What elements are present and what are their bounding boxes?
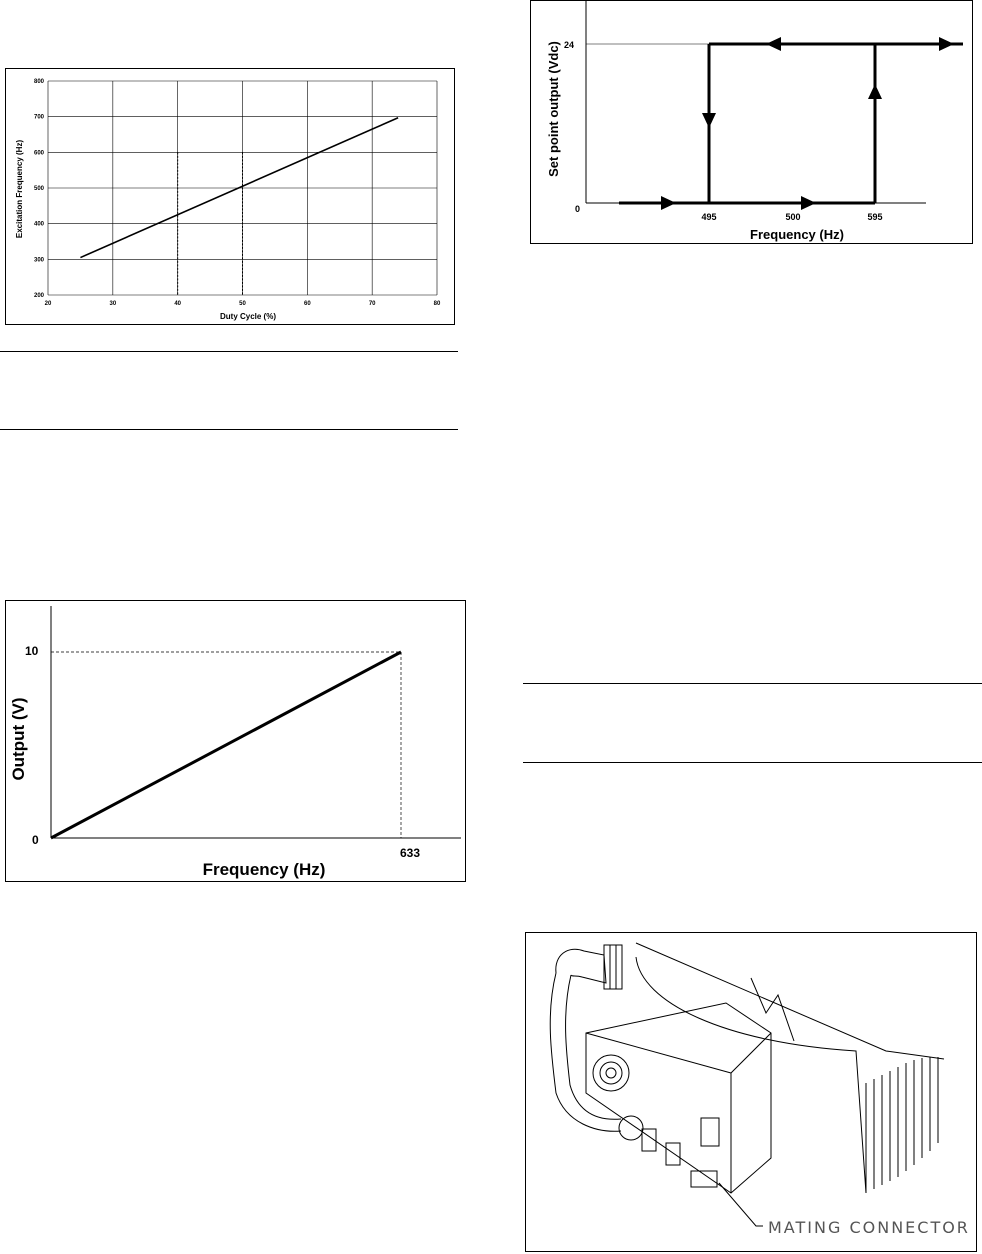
analog-output-chart — [6, 601, 465, 881]
y-axis-label: Set point output (Vdc) — [546, 41, 561, 177]
arrow-right-icon — [661, 196, 676, 210]
arrow-down-icon — [702, 113, 716, 128]
cable-fitting — [619, 1116, 643, 1140]
x-tick-label: 20 — [44, 301, 52, 307]
section-rule — [523, 762, 982, 763]
x-tick-label: 495 — [701, 212, 717, 222]
cable-collar — [604, 945, 622, 989]
set-point-chart-panel — [530, 0, 973, 244]
motor-housing-outline — [636, 943, 944, 1059]
arrow-right-icon — [801, 196, 816, 210]
x-tick-label: 633 — [399, 846, 421, 860]
controller-box-edge — [586, 1033, 731, 1073]
y-axis-label: Excitation Frequency (Hz) — [15, 139, 24, 239]
excitation-frequency-chart-panel — [5, 68, 455, 325]
data-series-line — [51, 652, 401, 838]
x-tick-label: 50 — [239, 301, 246, 307]
arrow-up-icon — [868, 84, 882, 99]
y-tick-label: 200 — [33, 293, 44, 299]
data-series-line — [80, 118, 398, 258]
y-tick-label: 0 — [32, 833, 39, 847]
x-tick-label: 60 — [303, 301, 311, 307]
fan-grille — [593, 1055, 629, 1091]
controller-figure-panel — [525, 932, 977, 1252]
serial-port — [666, 1143, 680, 1165]
x-tick-label: 70 — [368, 301, 376, 307]
controller-box-edge — [731, 1033, 771, 1073]
mating-connector-socket — [691, 1171, 717, 1187]
cable-elbow — [556, 949, 606, 983]
section-rule — [0, 429, 458, 430]
cooling-fins — [866, 1057, 938, 1193]
y-tick-label: 500 — [33, 186, 44, 192]
fan-grille — [600, 1062, 622, 1084]
x-tick-label: 30 — [109, 301, 117, 307]
x-tick-label: 40 — [174, 301, 182, 307]
y-tick-label: 24 — [564, 40, 575, 50]
y-tick-label: 400 — [33, 221, 44, 228]
arrow-right-icon — [939, 37, 954, 51]
x-axis-label: Frequency (Hz) — [202, 860, 326, 879]
x-tick-label: 595 — [867, 212, 883, 222]
y-tick-label: 10 — [25, 644, 39, 658]
y-tick-label: 300 — [33, 257, 44, 264]
x-axis-label: Frequency (Hz) — [750, 227, 844, 242]
y-axis-label: Output (V) — [9, 697, 28, 781]
excitation-frequency-chart — [6, 69, 454, 324]
arrow-left-icon — [766, 37, 781, 51]
section-rule — [0, 351, 458, 352]
fan-grille — [606, 1068, 616, 1078]
break-line-icon — [751, 978, 794, 1041]
y-tick-label: 600 — [33, 150, 44, 157]
y-tick-label: 700 — [33, 114, 44, 121]
mating-connector-callout: MATING CONNECTOR — [768, 1218, 970, 1237]
x-tick-label: 500 — [785, 212, 801, 222]
section-rule — [523, 683, 982, 684]
y-tick-label: 800 — [33, 79, 44, 85]
analog-output-chart-panel — [5, 600, 466, 882]
controller-illustration — [526, 933, 976, 1251]
power-inlet — [701, 1118, 719, 1146]
x-axis-label: Duty Cycle (%) — [219, 312, 277, 321]
x-tick-label: 80 — [433, 301, 441, 307]
y-tick-label: 0 — [575, 204, 581, 214]
set-point-chart — [531, 1, 972, 243]
